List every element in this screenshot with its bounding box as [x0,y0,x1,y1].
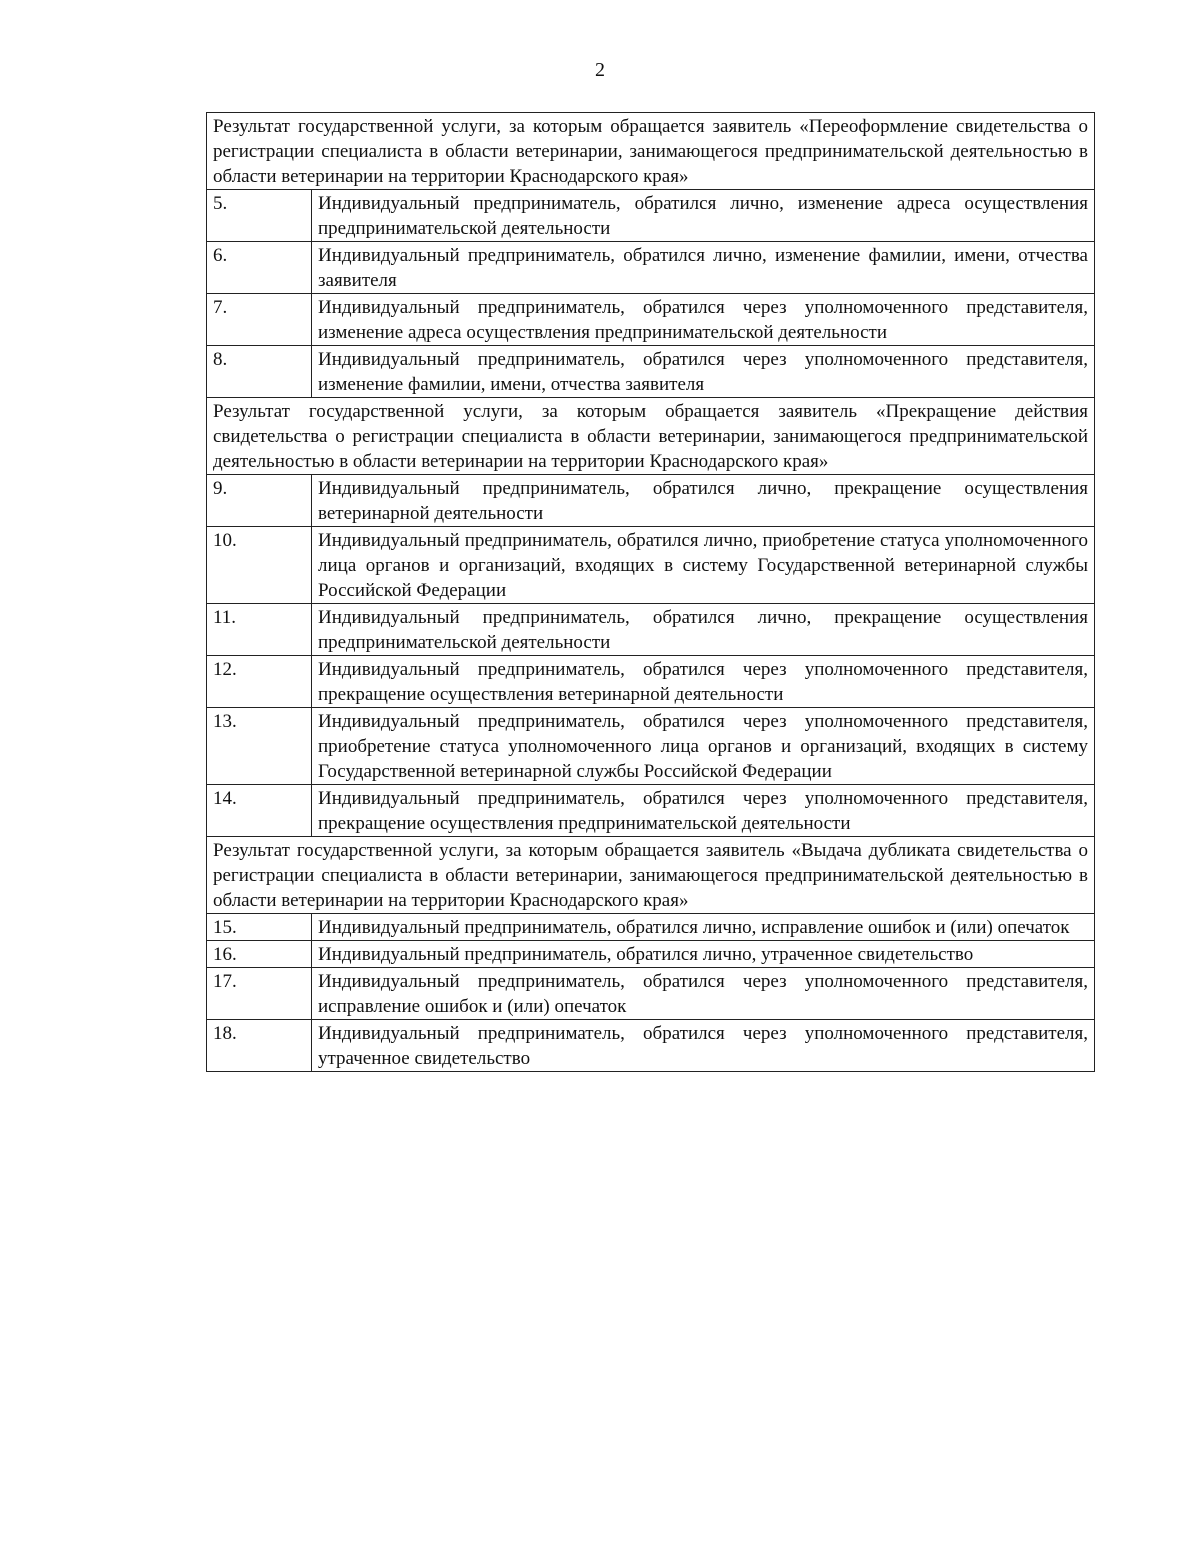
row-number: 16. [207,941,312,968]
table-row [207,294,1095,346]
row-text: Индивидуальный предприниматель, обратился через уполномоченного представителя, изменение адреса осуществления предпринимательской деятельности [312,294,1095,346]
row-text: Индивидуальный предприниматель, обратился через уполномоченного представителя, утраченное свидетельство [312,1020,1095,1072]
section-header-termination: Результат государственной услуги, за которым обращается заявитель «Прекращение действия свидетельства о регистрации специалиста в области ветеринарии, занимающегося предпринимательской деятельностью в области ветеринарии на территории Краснодарского края» [207,398,1095,475]
section-header-reissue: Результат государственной услуги, за которым обращается заявитель «Переоформление свидетельства о регистрации специалиста в области ветеринарии, занимающегося предпринимательской деятельностью в области ветеринарии на территории Краснодарского края» [207,113,1095,190]
row-number: 5. [207,190,312,242]
table-row [207,708,1095,785]
table-row [207,656,1095,708]
row-number: 8. [207,346,312,398]
table-row [207,190,1095,242]
section-header-row [207,113,1095,190]
row-text: Индивидуальный предприниматель, обратился лично, приобретение статуса уполномоченного лица органов и организаций, входящих в систему Государственной ветеринарной службы Российской Федерации [312,527,1095,604]
section-header-duplicate: Результат государственной услуги, за которым обращается заявитель «Выдача дубликата свидетельства о регистрации специалиста в области ветеринарии, занимающегося предпринимательской деятельностью в области ветеринарии на территории Краснодарского края» [207,837,1095,914]
row-text: Индивидуальный предприниматель, обратился через уполномоченного представителя, исправление ошибок и (или) опечаток [312,968,1095,1020]
row-text: Индивидуальный предприниматель, обратился лично, исправление ошибок и (или) опечаток [312,914,1095,941]
row-number: 17. [207,968,312,1020]
row-number: 6. [207,242,312,294]
row-text: Индивидуальный предприниматель, обратился лично, прекращение осуществления ветеринарной деятельности [312,475,1095,527]
row-text: Индивидуальный предприниматель, обратился лично, изменение фамилии, имени, отчества заявителя [312,242,1095,294]
row-text: Индивидуальный предприниматель, обратился лично, изменение адреса осуществления предпринимательской деятельности [312,190,1095,242]
section-header-row [207,398,1095,475]
row-text: Индивидуальный предприниматель, обратился через уполномоченного представителя, прекращение осуществления предпринимательской деятельности [312,785,1095,837]
row-text: Индивидуальный предприниматель, обратился через уполномоченного представителя, прекращение осуществления ветеринарной деятельности [312,656,1095,708]
row-text: Индивидуальный предприниматель, обратился через уполномоченного представителя, приобретение статуса уполномоченного лица органов и организаций, входящих в систему Государственной ветеринарной службы Российской Федерации [312,708,1095,785]
table-row [207,1020,1095,1072]
row-number: 15. [207,914,312,941]
row-number: 13. [207,708,312,785]
row-number: 18. [207,1020,312,1072]
row-number: 12. [207,656,312,708]
row-number: 10. [207,527,312,604]
section-header-row [207,837,1095,914]
table-row [207,527,1095,604]
row-number: 7. [207,294,312,346]
table-row [207,346,1095,398]
row-text: Индивидуальный предприниматель, обратился лично, прекращение осуществления предпринимательской деятельности [312,604,1095,656]
services-table [206,112,1095,1072]
table-row [207,968,1095,1020]
row-number: 9. [207,475,312,527]
row-text: Индивидуальный предприниматель, обратился лично, утраченное свидетельство [312,941,1095,968]
table-row [207,914,1095,941]
table-row [207,604,1095,656]
table-row [207,475,1095,527]
row-number: 14. [207,785,312,837]
row-number: 11. [207,604,312,656]
row-text: Индивидуальный предприниматель, обратился через уполномоченного представителя, изменение фамилии, имени, отчества заявителя [312,346,1095,398]
table-row [207,242,1095,294]
table-row [207,785,1095,837]
page-number: 2 [595,59,605,81]
table-row [207,941,1095,968]
